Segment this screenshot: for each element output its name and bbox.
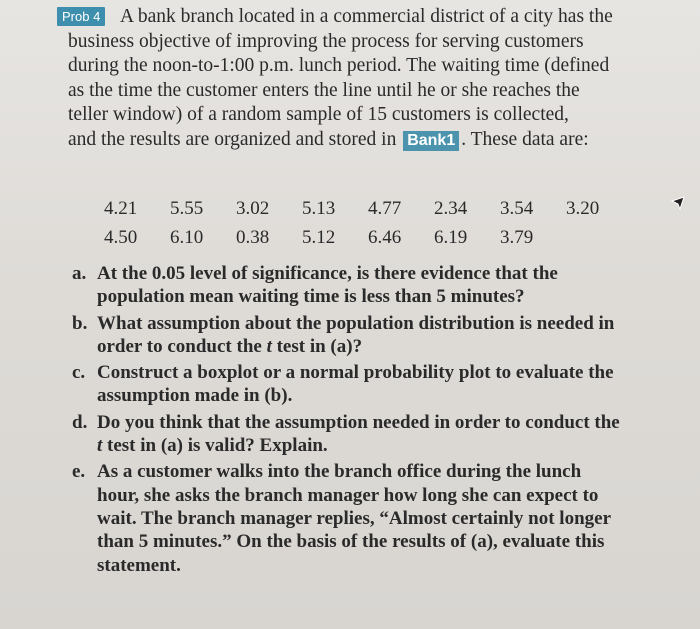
data-value: 4.50 (104, 227, 138, 248)
question-line: order to conduct the t test in (a)? (97, 335, 363, 357)
question-line: hour, she asks the branch manager how long she can expect to (97, 484, 599, 506)
data-value: 0.38 (236, 227, 270, 248)
data-value: 5.12 (302, 227, 336, 248)
question-line: assumption made in (b). (97, 385, 293, 407)
question-line: t test in (a) is valid? Explain. (97, 435, 328, 457)
data-value: 6.19 (434, 227, 468, 248)
question-line: At the 0.05 level of significance, is there evidence that the (97, 263, 558, 284)
question-line: than 5 minutes.” On the basis of the results of (a), evaluate this (97, 531, 605, 553)
question-a (72, 262, 644, 309)
question-letter: c. (72, 362, 86, 384)
question-line: What assumption about the population distribution is needed in (97, 312, 615, 334)
data-value: 6.10 (170, 227, 204, 248)
question-letter: b. (72, 312, 88, 334)
question-line: As a customer walks into the branch office during the lunch (97, 461, 582, 483)
data-value: 3.79 (500, 227, 534, 248)
intro-line: and the results are organized and stored in Bank1 . These data are: (68, 128, 589, 150)
mouse-cursor-icon (670, 193, 690, 213)
question-line: population mean waiting time is less than 5 minutes? (97, 286, 525, 308)
intro-line: teller window) of a random sample of 15 customers is collected, (68, 104, 569, 126)
intro-line: as the time the customer enters the line until he or she reaches the (68, 79, 580, 101)
question-line: wait. The branch manager replies, “Almost certainly not longer (97, 507, 612, 529)
data-row-1 (104, 198, 632, 220)
intro-line: during the noon-to-1:00 p.m. lunch period. The waiting time (defined (68, 55, 610, 77)
problem-badge: Prob 4 (57, 7, 105, 26)
data-value: 5.13 (302, 198, 336, 219)
data-value: 6.46 (368, 227, 402, 248)
question-list (72, 262, 644, 580)
intro-line: business objective of improving the process for serving customers (68, 30, 584, 52)
data-value: 5.55 (170, 198, 204, 219)
question-line: Do you think that the assumption needed in order to conduct the (97, 411, 620, 433)
question-d (72, 411, 644, 458)
data-row-2 (104, 227, 566, 249)
question-letter: a. (72, 263, 87, 284)
question-c (72, 361, 644, 408)
question-letter: e. (72, 461, 86, 483)
data-value: 2.34 (434, 198, 468, 219)
intro-line: A bank branch located in a commercial district of a city has the (120, 6, 613, 27)
question-b (72, 312, 644, 359)
question-e (72, 460, 644, 576)
data-value: 3.02 (236, 198, 270, 219)
question-line: statement. (97, 554, 181, 576)
data-value: 4.77 (368, 198, 402, 219)
question-letter: d. (72, 411, 88, 433)
question-line: Construct a boxplot or a normal probability plot to evaluate the (97, 362, 614, 384)
data-value: 4.21 (104, 198, 138, 219)
file-tag-bank1[interactable]: Bank1 (403, 131, 459, 151)
data-value: 3.20 (566, 198, 600, 219)
data-value: 3.54 (500, 198, 534, 219)
problem-intro (68, 5, 668, 153)
